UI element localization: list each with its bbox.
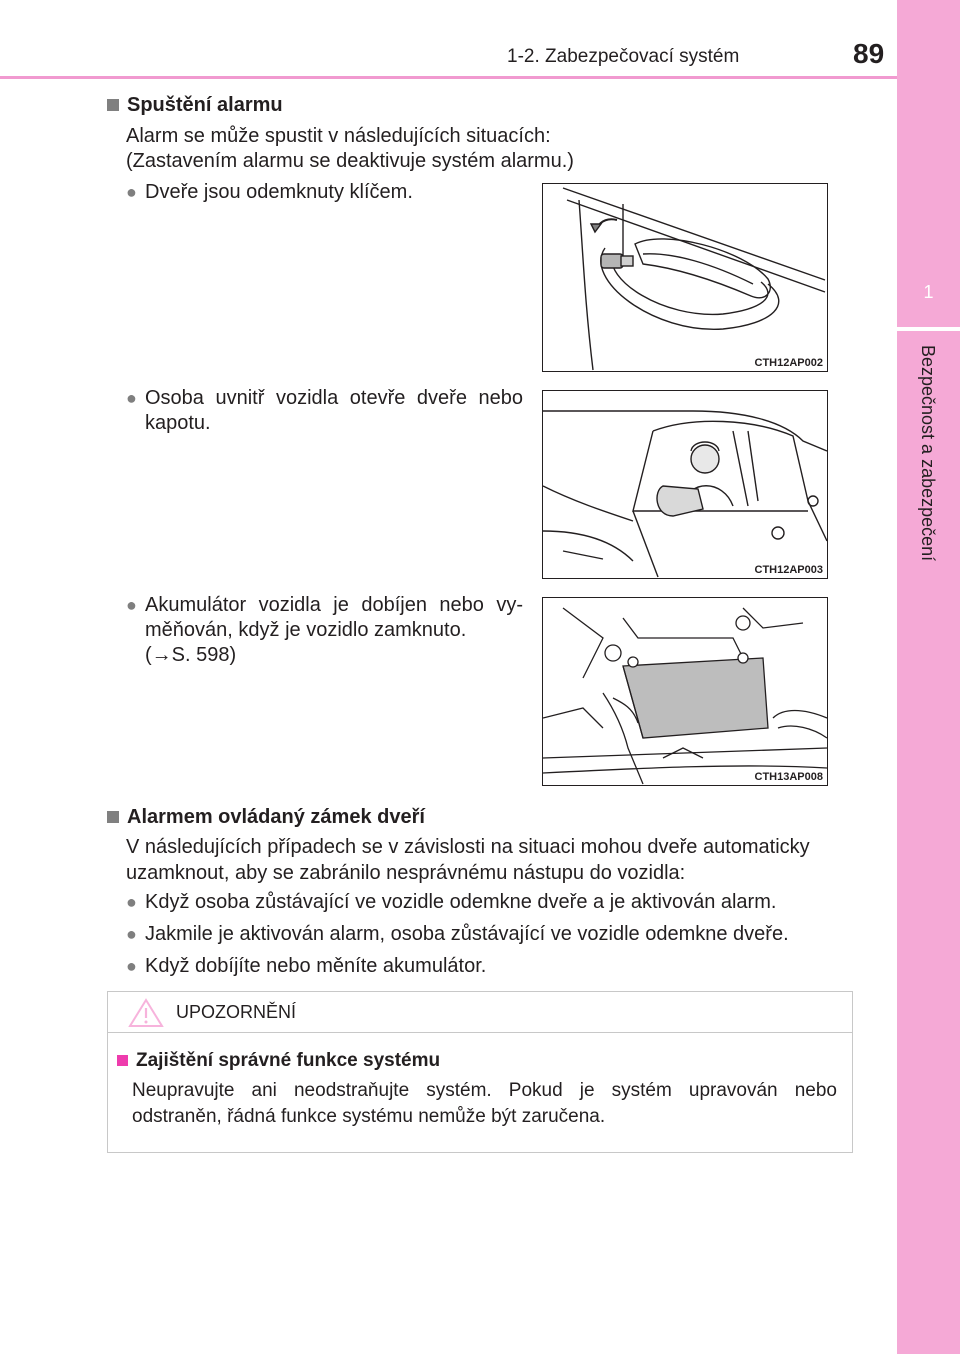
alarm-bullet-3 — [126, 593, 523, 668]
battery-illustration — [543, 598, 827, 785]
round-bullet-icon: ● — [126, 182, 137, 202]
person-in-car-illustration — [543, 391, 827, 578]
warning-label: UPOZORNĚNÍ — [176, 1002, 297, 1022]
page-number: 89 — [853, 38, 885, 69]
bullet-text: Osoba uvnitř vozidla otevře dveře nebo kapotu. — [145, 387, 523, 434]
figure-battery — [542, 597, 828, 786]
square-bullet-icon — [107, 811, 119, 823]
round-bullet-icon: ● — [126, 892, 137, 912]
bullet-text: Dveře jsou odemknuty klíčem. — [145, 181, 413, 203]
lock-bullet-2 — [126, 922, 855, 947]
bullet-text: Jakmile je aktivován alarm, osoba zůstávající ve vozidle odemkne dveře. — [145, 923, 789, 945]
round-bullet-icon: ● — [126, 956, 137, 976]
warning-heading-text: Zajištění správné funkce systému — [136, 1050, 441, 1071]
round-bullet-icon: ● — [126, 595, 137, 615]
warning-heading — [117, 1050, 440, 1072]
lock-bullet-3 — [126, 954, 855, 979]
round-bullet-icon: ● — [126, 388, 137, 408]
header-section-title: 1-2. Zabezpečovací systém — [507, 46, 740, 67]
square-bullet-icon — [107, 99, 119, 111]
lock-bullet-1 — [126, 890, 855, 915]
warning-triangle-icon — [128, 998, 164, 1028]
header-divider — [0, 76, 897, 79]
square-bullet-icon — [117, 1055, 128, 1066]
bullet-text: Když dobíjíte nebo měníte akumulátor. — [145, 955, 487, 977]
warning-box — [107, 991, 853, 1153]
warning-text: Neupravujte ani neodstraňujte systém. Pokud je systém upravován nebo odstraněn, řádná funkce systému nemůže být zaručena. — [132, 1080, 837, 1127]
alarm-bullet-2 — [126, 386, 523, 436]
figure-person-in-car — [542, 390, 828, 579]
section2-intro: V následujících případech se v závislosti na situaci mohou dveře automaticky uzamknout, aby se zabránilo nesprávnému nástupu do vozidla: — [126, 836, 810, 884]
round-bullet-icon: ● — [126, 924, 137, 944]
section-heading-text: Alarmem ovládaný zámek dveří — [127, 806, 425, 828]
figure-door-key — [542, 183, 828, 372]
section-heading-alarm-trigger — [107, 94, 283, 117]
bullet-text: Když osoba zůstávající ve vozidle odemkne dveře a je aktivován alarm. — [145, 891, 777, 913]
section-heading-text: Spuštění alarmu — [127, 94, 283, 116]
chapter-side-tab: 1 Bezpečnost a zabezpečení — [897, 0, 960, 1354]
intro-line-1: Alarm se může spustit v následujících situacích: — [126, 125, 551, 147]
figure-code: CTH13AP008 — [754, 771, 823, 783]
door-key-illustration — [543, 184, 827, 371]
bullet-text: Akumulátor vozidla je dobíjen nebo vy-měňován, když je vozidlo zamknuto. — [145, 594, 523, 641]
side-tab-divider — [897, 327, 960, 331]
alarm-bullet-1 — [126, 180, 523, 205]
figure-code: CTH12AP003 — [754, 564, 823, 576]
chapter-number: 1 — [923, 282, 934, 302]
figure-code: CTH12AP002 — [754, 357, 823, 369]
warning-header-divider — [108, 1032, 852, 1033]
intro-line-2: (Zastavením alarmu se deaktivuje systém alarmu.) — [126, 150, 574, 172]
page-reference: (→S. 598) — [145, 644, 237, 666]
section-heading-alarm-door-lock — [107, 806, 425, 829]
